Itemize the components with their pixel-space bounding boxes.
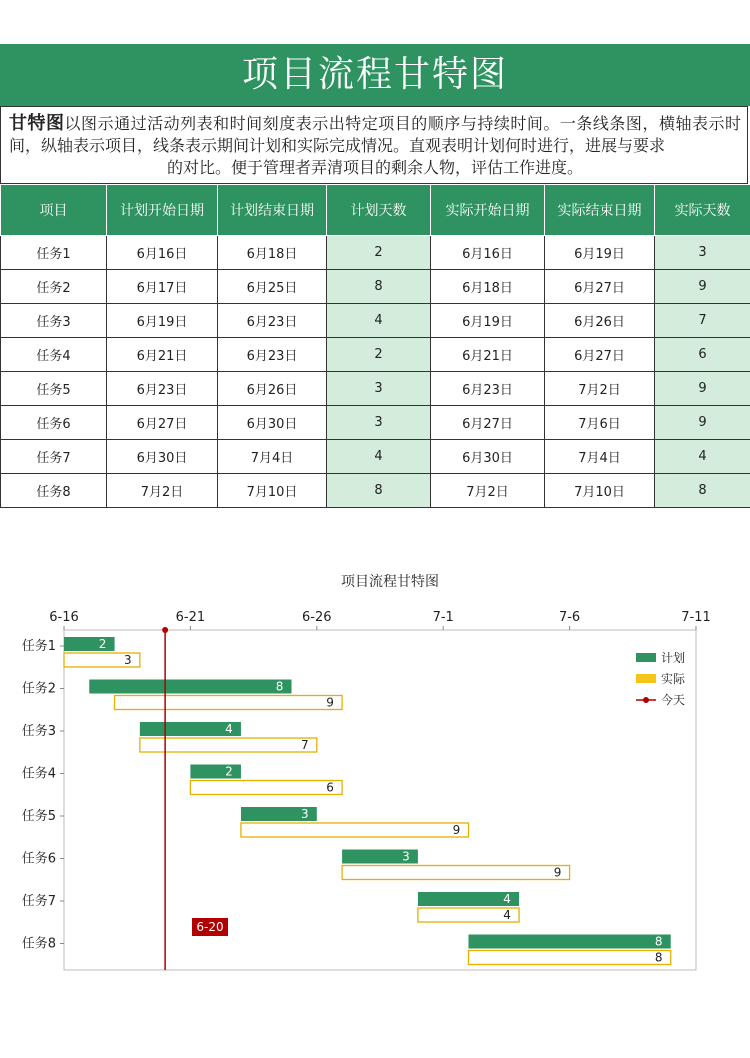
today-marker	[162, 627, 168, 633]
table-cell: 6月19日	[107, 304, 218, 338]
table-cell: 任务8	[1, 474, 107, 508]
table-cell: 任务7	[1, 440, 107, 474]
x-tick-label: 7-11	[681, 610, 711, 625]
actual-bar	[140, 738, 317, 752]
table-cell: 3	[327, 406, 431, 440]
table-cell: 8	[327, 270, 431, 304]
table-cell: 6月18日	[431, 270, 545, 304]
y-tick-label: 任务6	[21, 851, 56, 867]
actual-bar	[468, 951, 670, 965]
table-row	[1, 372, 750, 406]
table-cell: 6月17日	[107, 270, 218, 304]
y-tick-label: 任务4	[21, 766, 56, 782]
table-cell: 6	[655, 338, 750, 372]
table-cell: 6月16日	[431, 236, 545, 270]
legend-swatch-actual	[636, 674, 656, 683]
table-row	[1, 270, 750, 304]
description-line3: 的对比。便于管理者弄清项目的剩余人物，评估工作进度。	[166, 158, 583, 177]
legend-label-today: 今天	[661, 693, 686, 707]
table-cell: 7月4日	[218, 440, 327, 474]
table-cell: 6月19日	[431, 304, 545, 338]
table-cell: 6月27日	[107, 406, 218, 440]
actual-bar	[190, 781, 342, 795]
gantt-chart	[0, 560, 750, 1030]
table-cell: 6月27日	[545, 270, 655, 304]
table-cell: 4	[327, 440, 431, 474]
x-tick-label: 6-16	[49, 610, 79, 625]
plan-bar	[64, 637, 115, 651]
table-cell: 6月30日	[107, 440, 218, 474]
table-cell: 任务1	[1, 236, 107, 270]
table-row	[1, 338, 750, 372]
table-cell: 3	[327, 372, 431, 406]
plan-bar-label: 3	[300, 807, 309, 821]
table-cell: 6月26日	[545, 304, 655, 338]
legend-label-actual: 实际	[661, 672, 686, 686]
plan-bar-label: 4	[225, 722, 233, 736]
plan-bar	[468, 935, 670, 949]
table-cell: 6月19日	[545, 236, 655, 270]
actual-bar-label: 9	[553, 865, 562, 880]
y-tick-label: 任务7	[21, 894, 56, 909]
col-header-actual-end: 实际结束日期	[545, 185, 655, 236]
actual-bar	[342, 866, 570, 880]
table-cell: 任务6	[1, 406, 107, 440]
y-tick-label: 任务5	[21, 809, 56, 824]
actual-bar-label: 6	[326, 780, 334, 795]
page-title: 项目流程甘特图	[0, 44, 750, 106]
x-tick-label: 7-1	[432, 610, 454, 625]
table-cell: 6月16日	[107, 236, 218, 270]
table-row	[1, 406, 750, 440]
legend-label-plan: 计划	[661, 651, 686, 665]
table-cell: 6月26日	[218, 372, 327, 406]
table-cell: 7月2日	[431, 474, 545, 508]
table-cell: 6月21日	[107, 338, 218, 372]
chart-title: 项目流程甘特图	[341, 574, 439, 590]
table-cell: 7月10日	[218, 474, 327, 508]
table-cell: 6月23日	[218, 338, 327, 372]
plan-bar-label: 8	[654, 934, 663, 949]
actual-bar	[115, 696, 343, 710]
table-cell: 7月10日	[545, 474, 655, 508]
table-cell: 7月6日	[545, 406, 655, 440]
table-cell: 任务3	[1, 304, 107, 338]
y-tick-label: 任务2	[21, 681, 56, 697]
table-row	[1, 304, 750, 338]
task-table	[0, 184, 750, 508]
actual-bar-label: 7	[300, 738, 309, 752]
legend-swatch-plan	[636, 653, 656, 662]
table-cell: 6月27日	[545, 338, 655, 372]
actual-bar-label: 9	[326, 695, 334, 710]
table-cell: 6月23日	[218, 304, 327, 338]
description-text: 以图示通过活动列表和时间刻度表示出特定项目的顺序与持续时间。一条线条图，横轴表示时间，纵轴表示项目，线条表示期间计划和实际完成情况。直观表明计划何时进行，进展与要求	[9, 114, 741, 155]
table-cell: 7月4日	[545, 440, 655, 474]
table-cell: 6月21日	[431, 338, 545, 372]
table-cell: 7	[655, 304, 750, 338]
table-cell: 8	[327, 474, 431, 508]
table-cell: 任务4	[1, 338, 107, 372]
plan-bar-label: 2	[98, 637, 107, 651]
table-cell: 6月30日	[218, 406, 327, 440]
legend-marker-today	[643, 697, 649, 703]
table-cell: 9	[655, 372, 750, 406]
table-cell: 6月25日	[218, 270, 327, 304]
actual-bar-label: 4	[503, 908, 511, 922]
plan-bar-label: 3	[402, 849, 410, 864]
y-tick-label: 任务1	[21, 639, 56, 654]
col-header-actual-days: 实际天数	[655, 185, 750, 236]
actual-bar-label: 9	[452, 823, 461, 837]
table-cell: 6月27日	[431, 406, 545, 440]
table-cell: 4	[655, 440, 750, 474]
table-cell: 4	[327, 304, 431, 338]
table-cell: 7月2日	[545, 372, 655, 406]
table-row	[1, 474, 750, 508]
col-header-plan-days: 计划天数	[327, 185, 431, 236]
actual-bar	[241, 823, 469, 837]
table-cell: 8	[655, 474, 750, 508]
plan-bar-label: 2	[225, 764, 233, 779]
table-cell: 任务2	[1, 270, 107, 304]
actual-bar-label: 3	[124, 653, 132, 667]
table-row	[1, 440, 750, 474]
table-cell: 6月23日	[431, 372, 545, 406]
description-bold: 甘特图	[9, 113, 65, 134]
description	[0, 106, 748, 184]
plan-bar	[89, 680, 291, 694]
table-row	[1, 236, 750, 270]
table-cell: 2	[327, 338, 431, 372]
y-tick-label: 任务3	[21, 724, 56, 739]
x-tick-label: 7-6	[558, 610, 581, 625]
col-header-plan-end: 计划结束日期	[218, 185, 327, 236]
col-header-task: 项目	[1, 185, 107, 236]
x-tick-label: 6-26	[302, 610, 332, 625]
col-header-actual-start: 实际开始日期	[431, 185, 545, 236]
y-tick-label: 任务8	[21, 936, 56, 952]
table-cell: 9	[655, 270, 750, 304]
table-cell: 6月18日	[218, 236, 327, 270]
today-badge-label: 6-20	[196, 920, 224, 934]
actual-bar-label: 8	[654, 950, 663, 965]
table-cell: 6月30日	[431, 440, 545, 474]
table-header-row	[1, 185, 750, 236]
plan-bar-label: 4	[503, 892, 511, 906]
table-cell: 9	[655, 406, 750, 440]
plan-bar	[190, 765, 241, 779]
table-cell: 6月23日	[107, 372, 218, 406]
col-header-plan-start: 计划开始日期	[107, 185, 218, 236]
table-cell: 7月2日	[107, 474, 218, 508]
x-tick-label: 6-21	[175, 610, 206, 625]
table-cell: 3	[655, 236, 750, 270]
table-cell: 2	[327, 236, 431, 270]
plan-bar-label: 8	[275, 679, 284, 694]
table-cell: 任务5	[1, 372, 107, 406]
